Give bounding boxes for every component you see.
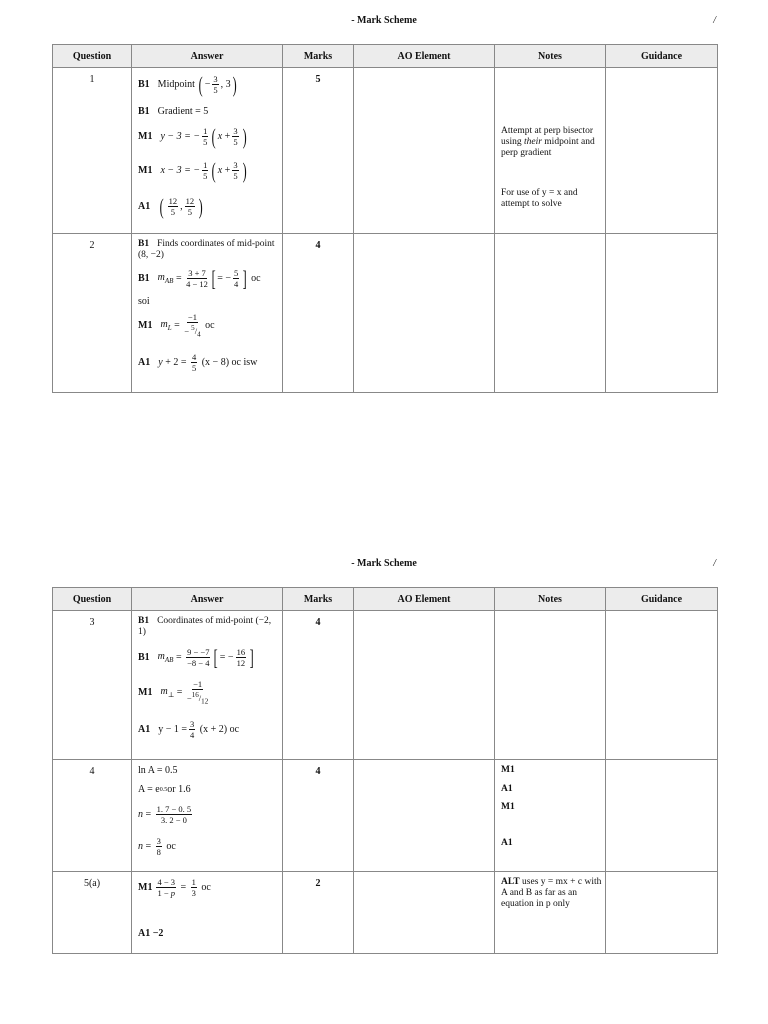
- notes-cell: [495, 760, 606, 872]
- guidance-cell: [606, 611, 718, 760]
- notes-cell: [495, 611, 606, 760]
- table-row: [53, 760, 718, 872]
- answer-line: ln A = 0.5: [138, 765, 178, 776]
- page-title: - Mark Scheme: [351, 558, 417, 569]
- col-marks: Marks: [283, 45, 354, 68]
- mark-code: M1: [501, 765, 515, 775]
- mark-code: M1: [501, 802, 515, 812]
- answer-line: A1 ( 12 5 , 12 5 ): [138, 193, 203, 219]
- table-row: [53, 68, 718, 234]
- answer-line: M1 $m_\perp$ = −1 $-^{16}/_{12}$: [138, 679, 209, 706]
- table-header-row: [53, 45, 718, 68]
- question-number: 2: [53, 234, 132, 393]
- answer-line: A1 y + 2 = 4 5 (x − 8) oc isw: [138, 352, 258, 373]
- col-notes: Notes: [495, 588, 606, 611]
- table-row: [53, 872, 718, 954]
- notes-cell: [495, 234, 606, 393]
- answer-line: A1 y − 1 = $\frac{3}{4}$ (x + 2) oc: [138, 719, 240, 740]
- answer-cell: [132, 760, 283, 872]
- marks-value: 4: [283, 611, 354, 760]
- table-header-row: [53, 588, 718, 611]
- col-guidance: Guidance: [606, 45, 718, 68]
- note-text: ALT uses y = mx + c with A and B as far as an equation in p only: [501, 877, 602, 909]
- answer-line: B1 Midpoint ( − 3 5 , 3 ): [138, 71, 237, 97]
- ao-element-cell: [354, 234, 495, 393]
- mark-code: A1: [501, 784, 513, 794]
- answer-line: M1 4 − 3 1 − p = 1 3 oc: [138, 877, 211, 898]
- col-marks: Marks: [283, 588, 354, 611]
- answer-line: B1 $m_{AB}$ = 3 + 7 4 − 12 [ = − 5 4 ] oc: [138, 265, 261, 291]
- marks-value: 5: [283, 68, 354, 234]
- col-answer: Answer: [132, 588, 283, 611]
- notes-cell: [495, 68, 606, 234]
- answer-cell: [132, 872, 283, 954]
- page-header: [0, 15, 768, 29]
- guidance-cell: [606, 68, 718, 234]
- answer-line: A = e 0.5 or 1.6: [138, 784, 191, 795]
- ao-element-cell: [354, 872, 495, 954]
- ao-element-cell: [354, 760, 495, 872]
- note-text: Attempt at perp bisector using their midpoint and perp gradient: [501, 126, 595, 158]
- notes-cell: [495, 872, 606, 954]
- col-guidance: Guidance: [606, 588, 718, 611]
- guidance-cell: [606, 234, 718, 393]
- answer-line: B1 $m_{AB}$ = 9 − −7 −8 − 4 [ = − 16 12 ]: [138, 644, 254, 670]
- mark-scheme-table: [52, 44, 718, 393]
- answer-line: n = 1. 7 − 0. 5 3. 2 − 0: [138, 804, 192, 825]
- page-header: [0, 558, 768, 572]
- answer-line: M1 $m_L$ = −1 − $^5/_4$ oc: [138, 312, 215, 339]
- answer-cell: [132, 234, 283, 393]
- ao-element-cell: [354, 68, 495, 234]
- mark-code: A1: [501, 838, 513, 848]
- soi-text: soi: [138, 296, 150, 307]
- answer-line: A1 −2: [138, 928, 164, 939]
- guidance-cell: [606, 760, 718, 872]
- col-question: Question: [53, 588, 132, 611]
- answer-line: M1 x − 3 = − $\frac{1}{5}$ ( x + 3 5 ): [138, 157, 247, 183]
- table-row: [53, 611, 718, 760]
- col-question: Question: [53, 45, 132, 68]
- answer-cell: [132, 611, 283, 760]
- answer-line: M1 y − 3 = − $\frac{1}{5}$ ( x + 3 5 ): [138, 123, 247, 149]
- marks-value: 4: [283, 760, 354, 872]
- answer-cell: [132, 68, 283, 234]
- answer-line: B1 Finds coordinates of mid-point (8, −2): [138, 239, 275, 260]
- col-ao-element: AO Element: [354, 588, 495, 611]
- col-notes: Notes: [495, 45, 606, 68]
- mark-scheme-table: [52, 587, 718, 954]
- page-mark: /: [713, 15, 716, 26]
- marks-value: 4: [283, 234, 354, 393]
- col-ao-element: AO Element: [354, 45, 495, 68]
- note-text: For use of y = x and attempt to solve: [501, 188, 578, 209]
- question-number: 5(a): [53, 872, 132, 954]
- table-row: [53, 234, 718, 393]
- answer-line: B1 Gradient = 5: [138, 106, 209, 117]
- marks-value: 2: [283, 872, 354, 954]
- col-answer: Answer: [132, 45, 283, 68]
- question-number: 1: [53, 68, 132, 234]
- page-title: - Mark Scheme: [351, 15, 417, 26]
- question-number: 4: [53, 760, 132, 872]
- guidance-cell: [606, 872, 718, 954]
- answer-line: n = 3 8 oc: [138, 836, 176, 857]
- question-number: 3: [53, 611, 132, 760]
- page-mark: /: [713, 558, 716, 569]
- answer-line: B1 Coordinates of mid-point (−2, 1): [138, 616, 272, 637]
- ao-element-cell: [354, 611, 495, 760]
